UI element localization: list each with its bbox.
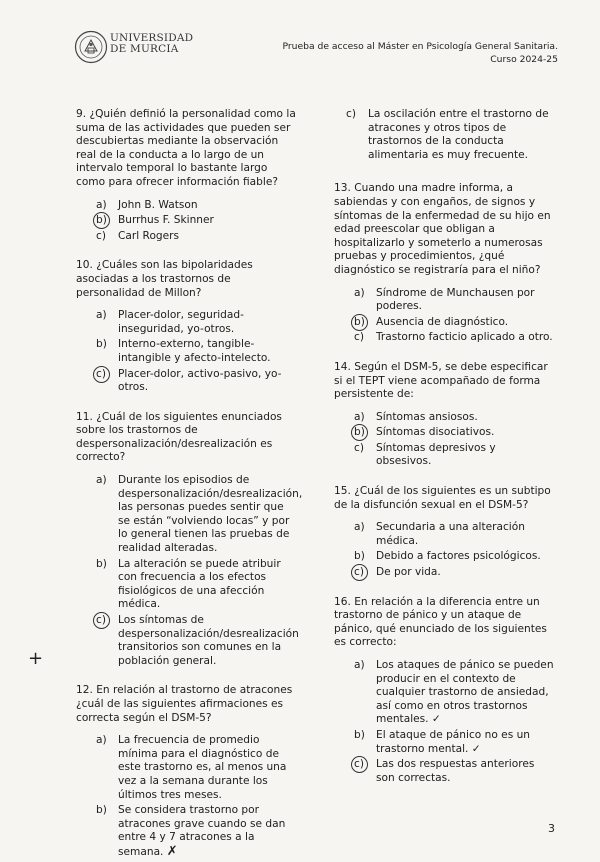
- option-text: La oscilación entre el trastorno de atracones y otros tipos de trastornos de la conducta alimentaria es muy frecuente.: [368, 108, 549, 161]
- option-label: a): [96, 198, 107, 211]
- option-a: [354, 287, 554, 314]
- option-text: Trastorno facticio aplicado a otro.: [376, 331, 553, 344]
- margin-plus-mark: +: [28, 648, 44, 669]
- option-text: John B. Watson: [118, 198, 198, 211]
- exam-title: Prueba de acceso al Máster en Psicología General Sanitaria.: [282, 41, 558, 52]
- left-column: [76, 108, 303, 862]
- option-b: [354, 729, 554, 756]
- option-c: [354, 442, 554, 469]
- option-text: Las dos respuestas anteriores son correctas.: [376, 758, 535, 784]
- option-a: [354, 411, 554, 425]
- option-label: c): [96, 614, 106, 626]
- option-label: c): [354, 441, 364, 454]
- check-mark: ✓: [431, 713, 441, 726]
- option-text: Síntomas depresivos y obsesivos.: [376, 441, 496, 468]
- question-stem: 15. ¿Cuál de los siguientes es un subtipo de la disfunción sexual en el DSM-5?: [334, 485, 551, 511]
- question-stem: 13. Cuando una madre informa, a sabiendas y con engaños, de signos y síntomas de la enfermedad de su hijo en edad preescolar que obligan a hospitalizarlo y someterlo a numerosas pruebas y procedimientos, ¿qué diagnóstico se registraría para el niño?: [334, 182, 551, 276]
- option-label: c): [354, 566, 364, 579]
- option-label: c): [346, 108, 356, 120]
- cross-mark: ✗: [166, 843, 178, 859]
- option-label: a): [354, 286, 365, 299]
- option-text: Debido a factores psicológicos.: [376, 550, 541, 563]
- question-14: [334, 361, 554, 469]
- question-13: [334, 182, 554, 345]
- course-year: Curso 2024-25: [490, 54, 558, 65]
- question-11: [76, 410, 303, 669]
- option-a: [354, 659, 554, 727]
- question-16: [334, 596, 554, 786]
- question-12: [76, 684, 298, 859]
- option-label: b): [354, 426, 365, 439]
- option-label: b): [354, 728, 365, 741]
- option-label: a): [96, 309, 107, 322]
- exam-header: [258, 40, 558, 66]
- question-15: [334, 485, 554, 580]
- option-label: c): [354, 758, 364, 771]
- option-c: [354, 566, 554, 580]
- option-text: Ausencia de diagnóstico.: [376, 315, 509, 328]
- university-line-1: UNIVERSIDAD: [110, 32, 194, 44]
- option-text: Durante los episodios de despersonalización/desrealización, las personas puedes sentir que se están “volviendo locas” y por lo general tienen las pruebas de realidad alteradas.: [118, 474, 303, 555]
- right-column: [334, 108, 554, 787]
- option-text: Síntomas ansiosos.: [376, 410, 478, 423]
- option-text: Placer-dolor, seguridad-inseguridad, yo-otros.: [118, 309, 244, 335]
- question-12-continued: [334, 108, 554, 162]
- question-stem: 9. ¿Quién definió la personalidad como la suma de las actividades que pueden ser descubiertas mediante la observación real de la conducta a lo largo de un intervalo temporal lo bastante largo como para ofrecer información fiable?: [76, 108, 296, 188]
- option-label: c): [96, 367, 106, 380]
- option-text: Burrhus F. Skinner: [118, 214, 214, 227]
- option-a: [96, 199, 298, 213]
- question-stem: 10. ¿Cuáles son las bipolaridades asociadas a los trastornos de personalidad de Millon?: [76, 259, 253, 299]
- question-stem: 11. ¿Cuál de los siguientes enunciados sobre los trastornos de despersonalización/desrealización es correcto?: [76, 410, 282, 464]
- option-label: a): [96, 734, 107, 747]
- option-text: Placer-dolor, activo-pasivo, yo-otros.: [118, 367, 282, 394]
- option-text: Se considera trastorno por atracones grave cuando se dan entre 4 y 7 atracones a la semana.: [118, 804, 286, 858]
- university-line-2: DE MURCIA: [110, 43, 179, 55]
- option-label: b): [96, 338, 107, 351]
- question-stem: 16. En relación a la diferencia entre un trastorno de pánico y un ataque de pánico, qué enunciado de los siguientes es correcto:: [334, 595, 547, 649]
- option-c: [96, 614, 298, 668]
- option-text: Síndrome de Munchausen por poderes.: [376, 286, 535, 313]
- question-stem: 14. Según el DSM-5, se debe especificar si el TEPT viene acompañado de forma persistente de:: [334, 360, 548, 401]
- option-b: [354, 426, 554, 440]
- university-name: [110, 33, 193, 55]
- question-9: [76, 108, 298, 243]
- option-b: [96, 804, 298, 859]
- option-c: [354, 758, 554, 785]
- option-label: a): [354, 521, 365, 534]
- option-label: c): [96, 229, 106, 242]
- option-label: b): [354, 550, 365, 563]
- option-label: b): [354, 315, 365, 328]
- option-c: [354, 331, 554, 345]
- option-label: b): [96, 214, 107, 227]
- option-text: Los ataques de pánico se pueden producir en el contexto de cualquier trastorno de ansiedad, así como en otros trastornos mentales.: [376, 659, 554, 726]
- option-a: [96, 309, 298, 336]
- option-label: a): [96, 474, 107, 487]
- option-label: b): [96, 557, 107, 570]
- question-stem: 12. En relación al trastorno de atracones ¿cuál de las siguientes afirmaciones es correcta según el DSM-5?: [76, 684, 293, 724]
- option-b: [354, 316, 554, 330]
- option-b: [354, 550, 554, 564]
- option-a: [354, 521, 554, 548]
- option-b: [96, 558, 298, 612]
- option-b: [96, 338, 298, 365]
- option-text: Carl Rogers: [118, 229, 180, 242]
- option-label: a): [354, 659, 365, 671]
- page-number: 3: [548, 822, 555, 835]
- option-a: [96, 474, 303, 556]
- option-text: Secundaria a una alteración médica.: [376, 521, 525, 547]
- option-text: Síntomas disociativos.: [376, 426, 495, 439]
- option-a: [96, 734, 298, 802]
- option-label: a): [354, 410, 365, 423]
- check-mark: ✓: [471, 742, 481, 755]
- option-text: La alteración se puede atribuir con frecuencia a los efectos fisiológicos de una afección médica.: [118, 557, 281, 611]
- option-text: La frecuencia de promedio mínima para el diagnóstico de este trastorno es, al menos una vez a la semana durante los últimos tres meses.: [118, 734, 287, 801]
- option-text: Interno-externo, tangible-intangible y afecto-intelecto.: [118, 338, 271, 364]
- option-text: Los síntomas de despersonalización/desrealización transitorios son comunes en la población general.: [118, 614, 299, 667]
- option-b: [96, 214, 298, 228]
- option-label: b): [96, 804, 107, 817]
- question-10: [76, 259, 298, 394]
- option-c: [346, 108, 554, 162]
- option-c: [96, 368, 298, 395]
- option-text: El ataque de pánico no es un trastorno mental.: [376, 728, 531, 755]
- university-seal-icon: [74, 30, 108, 64]
- option-c: [96, 230, 298, 244]
- option-label: c): [354, 331, 364, 344]
- option-text: De por vida.: [376, 566, 441, 579]
